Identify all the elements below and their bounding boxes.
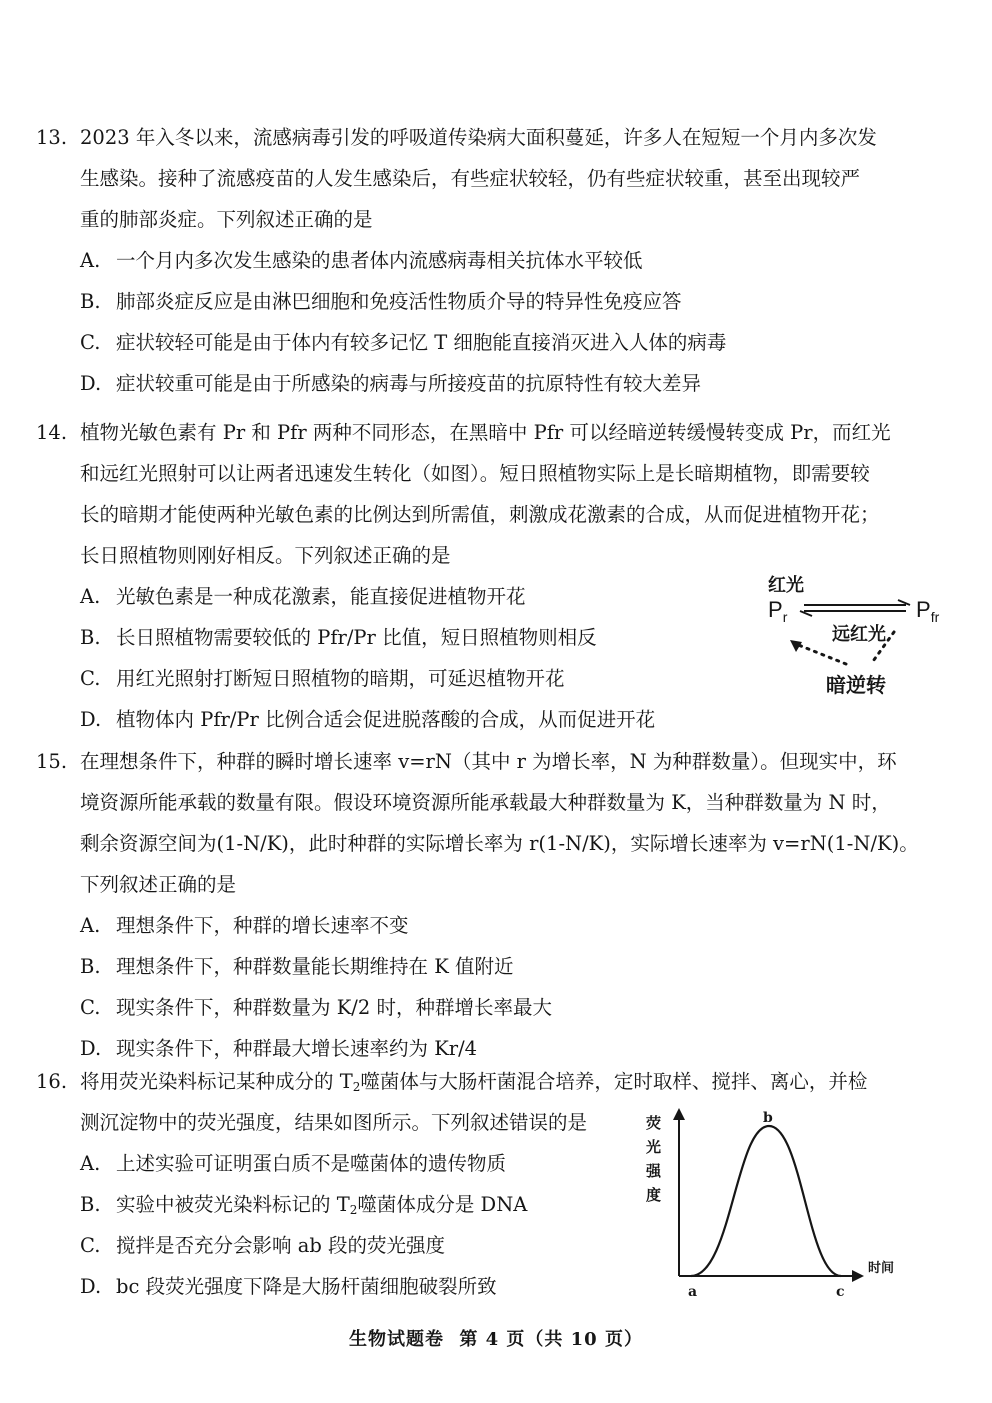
option-text: 现实条件下，种群最大增长速率约为 Kr/4 bbox=[116, 1037, 478, 1060]
subscript: 2 bbox=[352, 1080, 361, 1094]
question-stem bbox=[80, 412, 891, 576]
option-a bbox=[36, 905, 956, 946]
pfr-label: $P_{fr}$ bbox=[916, 597, 940, 625]
stem-line: 在理想条件下，种群的瞬时增长速率 v=rN（其中 r 为增长率，N 为种群数量）。但现实中，环 bbox=[80, 750, 897, 773]
option-text: 植物体内 Pfr/Pr 比例合适会促进脱落酸的合成，从而促进开花 bbox=[116, 708, 656, 731]
option-text: 实验中被荧光染料标记的 T bbox=[116, 1193, 350, 1216]
option-c bbox=[36, 987, 956, 1028]
option-text: 上述实验可证明蛋白质不是噬菌体的遗传物质 bbox=[116, 1152, 507, 1175]
stem-line: 测沉淀物中的荧光强度，结果如图所示。下列叙述错误的是 bbox=[80, 1111, 588, 1134]
option-letter: C. bbox=[80, 996, 101, 1019]
phytochrome-diagram-svg bbox=[766, 572, 966, 702]
option-text: bc 段荧光强度下降是大肠杆菌细胞破裂所致 bbox=[116, 1275, 497, 1298]
question-15 bbox=[36, 741, 956, 1069]
page-footer bbox=[0, 1325, 992, 1351]
option-letter: C. bbox=[80, 331, 101, 354]
point-c-label: c bbox=[836, 1284, 845, 1300]
stem-line: 生感染。接种了流感疫苗的人发生感染后，有些症状较轻，仍有些症状较重，甚至出现较严 bbox=[80, 167, 861, 190]
option-text: 光敏色素是一种成花激素，能直接促进植物开花 bbox=[116, 585, 526, 608]
stem-text: 噬菌体与大肠杆菌混合培养，定时取样、搅拌、离心，并检 bbox=[360, 1070, 868, 1093]
option-text: 肺部炎症反应是由淋巴细胞和免疫活性物质介导的特异性免疫应答 bbox=[116, 290, 682, 313]
point-a-label: a bbox=[688, 1284, 698, 1300]
fluorescence-graph bbox=[636, 1104, 906, 1304]
stem-line bbox=[80, 1061, 867, 1102]
option-a bbox=[36, 240, 956, 281]
stem-line: 长日照植物则刚好相反。下列叙述正确的是 bbox=[80, 544, 451, 567]
dark-label: 暗逆转 bbox=[826, 675, 886, 697]
question-13 bbox=[36, 117, 956, 404]
footer-subject: 生物试题卷 bbox=[349, 1329, 445, 1350]
point-b-label: b bbox=[763, 1110, 773, 1126]
stem-line: 长的暗期才能使两种光敏色素的比例达到所需值，刺激成花激素的合成，从而促进植物开花； bbox=[80, 503, 880, 526]
option-b bbox=[36, 946, 956, 987]
stem-line: 和远红光照射可以让两者迅速发生转化（如图）。短日照植物实际上是长暗期植物，即需要较 bbox=[80, 462, 870, 485]
option-letter: B. bbox=[80, 1193, 101, 1216]
stem-text: 将用荧光染料标记某种成分的 T bbox=[80, 1070, 353, 1093]
pr-label: $P_r$ bbox=[768, 597, 788, 625]
subscript: 2 bbox=[349, 1203, 358, 1217]
xlabel: 时间 bbox=[868, 1261, 895, 1276]
option-text: 理想条件下，种群的增长速率不变 bbox=[116, 914, 409, 937]
question-number: 15. bbox=[36, 750, 68, 773]
option-letter: C. bbox=[80, 1234, 101, 1257]
x-axis-arrow bbox=[852, 1270, 864, 1282]
option-letter: D. bbox=[80, 372, 102, 395]
stem-line: 下列叙述正确的是 bbox=[80, 873, 237, 896]
option-letter: A. bbox=[80, 585, 101, 608]
option-d bbox=[36, 699, 956, 740]
option-letter: A. bbox=[80, 914, 101, 937]
option-letter: B. bbox=[80, 955, 101, 978]
option-letter: D. bbox=[80, 708, 102, 731]
option-letter: B. bbox=[80, 626, 101, 649]
option-letter: D. bbox=[80, 1275, 102, 1298]
stem-line: 2023 年入冬以来，流感病毒引发的呼吸道传染病大面积蔓延，许多人在短短一个月内多次发 bbox=[80, 126, 877, 149]
phytochrome-diagram bbox=[766, 572, 966, 702]
option-d bbox=[36, 363, 956, 404]
option-letter: B. bbox=[80, 290, 101, 313]
fluorescence-graph-svg bbox=[636, 1104, 906, 1304]
top-label: 红光 bbox=[768, 575, 804, 595]
question-number: 16. bbox=[36, 1070, 68, 1093]
option-text: 理想条件下，种群数量能长期维持在 K 值附近 bbox=[116, 955, 514, 978]
option-text: 长日照植物需要较低的 Pfr/Pr 比值，短日照植物则相反 bbox=[116, 626, 597, 649]
option-text: 搅拌是否充分会影响 ab 段的荧光强度 bbox=[116, 1234, 446, 1257]
stem-line: 境资源所能承载的数量有限。假设环境资源所能承载最大种群数量为 K，当种群数量为 N 时， bbox=[80, 791, 891, 814]
option-b bbox=[36, 281, 956, 322]
question-number: 14. bbox=[36, 421, 68, 444]
fluorescence-curve bbox=[691, 1126, 841, 1276]
ylabel-char: 强 bbox=[646, 1162, 662, 1180]
option-text: 症状较重可能是由于所感染的病毒与所接疫苗的抗原特性有较大差异 bbox=[116, 372, 702, 395]
ylabel-char: 荧 bbox=[646, 1114, 662, 1132]
option-text: 用红光照射打断短日照植物的暗期，可延迟植物开花 bbox=[116, 667, 565, 690]
option-letter: A. bbox=[80, 1152, 101, 1175]
footer-page: 第 4 页（共 10 页） bbox=[459, 1329, 643, 1350]
question-stem bbox=[80, 117, 877, 240]
option-letter: A. bbox=[80, 249, 101, 272]
y-axis-arrow bbox=[673, 1108, 685, 1120]
option-letter: C. bbox=[80, 667, 101, 690]
stem-line: 植物光敏色素有 Pr 和 Pfr 两种不同形态，在黑暗中 Pfr 可以经暗逆转缓慢转变成 Pr，而红光 bbox=[80, 421, 891, 444]
option-text: 噬菌体成分是 DNA bbox=[357, 1193, 528, 1216]
option-c bbox=[36, 322, 956, 363]
question-stem bbox=[80, 741, 919, 905]
option-text: 一个月内多次发生感染的患者体内流感病毒相关抗体水平较低 bbox=[116, 249, 643, 272]
option-letter: D. bbox=[80, 1037, 102, 1060]
ylabel-char: 度 bbox=[646, 1186, 662, 1204]
ylabel-char: 光 bbox=[646, 1138, 662, 1156]
stem-line: 重的肺部炎症。下列叙述正确的是 bbox=[80, 208, 373, 231]
question-number: 13. bbox=[36, 126, 68, 149]
option-text: 症状较轻可能是由于体内有较多记忆 T 细胞能直接消灭进入人体的病毒 bbox=[116, 331, 727, 354]
stem-line: 剩余资源空间为(1-N/K)，此时种群的实际增长率为 r(1-N/K)，实际增长速率为 v=rN(1-N/K)。 bbox=[80, 832, 919, 855]
bottom-label: 远红光 bbox=[832, 624, 886, 644]
option-text: 现实条件下，种群数量为 K/2 时，种群增长率最大 bbox=[116, 996, 552, 1019]
